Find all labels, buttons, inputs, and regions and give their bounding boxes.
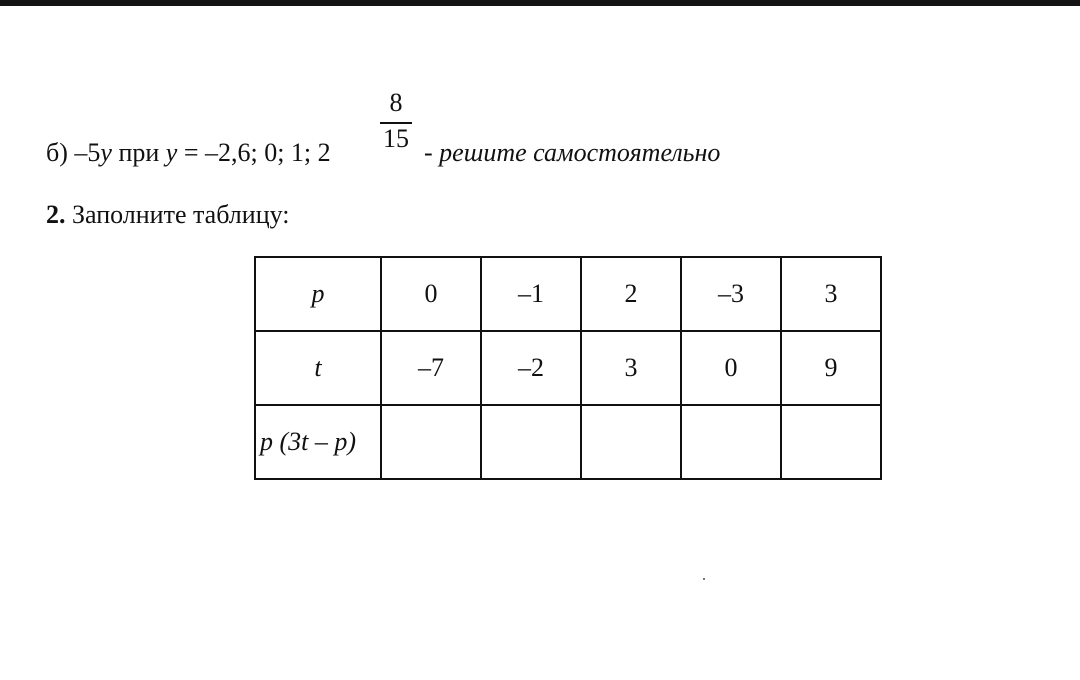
task-2-heading <box>46 198 289 232</box>
task-b-line <box>46 136 331 170</box>
table-cell: 0 <box>681 331 781 405</box>
task-2-text: Заполните таблицу: <box>65 200 290 229</box>
row-header-t: t <box>255 331 381 405</box>
answer-cell <box>381 405 481 479</box>
table-cell: 2 <box>581 257 681 331</box>
table-row-expression <box>255 405 881 479</box>
table-row-t <box>255 331 881 405</box>
fraction-denominator: 15 <box>383 123 409 153</box>
task-b-mid: при <box>111 138 166 167</box>
answer-cell <box>581 405 681 479</box>
fraction-numerator: 8 <box>389 88 403 117</box>
task-b-variable-2: y <box>165 138 178 167</box>
table-row-p <box>255 257 881 331</box>
table-cell: –2 <box>481 331 581 405</box>
task-b-note: - решите самостоятельно <box>424 138 721 167</box>
task-b-values: = –2,6; 0; 1; 2 <box>177 138 331 167</box>
row-header-p: p <box>255 257 381 331</box>
table-cell: –7 <box>381 331 481 405</box>
task-b-variable: y <box>100 138 112 167</box>
table-cell: 9 <box>781 331 881 405</box>
task-b-label: б) –5 <box>46 138 101 167</box>
fill-table <box>254 256 882 480</box>
top-border-bar <box>0 0 1080 6</box>
answer-cell <box>681 405 781 479</box>
row-header-expression: p (3t – p) <box>255 405 381 479</box>
answer-cell <box>481 405 581 479</box>
table-cell: 3 <box>581 331 681 405</box>
table-cell: –1 <box>481 257 581 331</box>
stray-dot <box>703 578 705 580</box>
mixed-fraction <box>376 88 416 152</box>
task-2-number: 2. <box>46 200 66 229</box>
table-cell: 3 <box>781 257 881 331</box>
answer-cell <box>781 405 881 479</box>
table-cell: 0 <box>381 257 481 331</box>
table-cell: –3 <box>681 257 781 331</box>
